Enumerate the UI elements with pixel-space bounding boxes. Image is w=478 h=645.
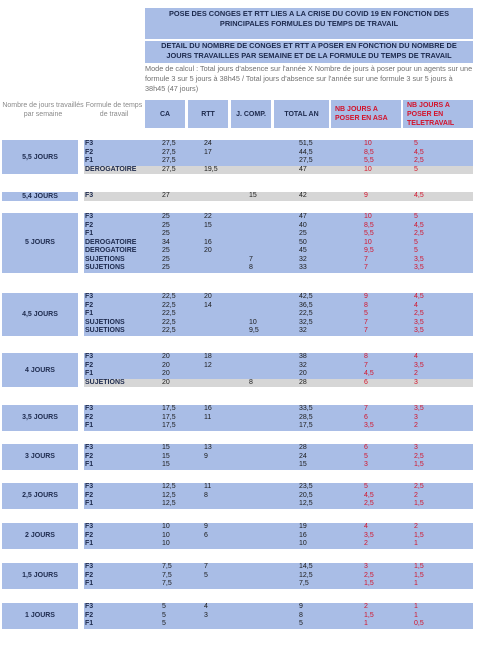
table-row	[84, 580, 473, 589]
cell-teletravail: 4,5	[414, 221, 424, 229]
cell-asa: 3,5	[364, 531, 374, 539]
cell-ca: 17,5	[162, 422, 176, 429]
cell-teletravail: 3,5	[414, 255, 424, 263]
table-row	[84, 540, 473, 549]
cell-total: 44,5	[299, 148, 313, 156]
group-label: 5,5 JOURS	[2, 140, 78, 174]
cell-formula: F1	[85, 310, 94, 317]
cell-asa: 9	[364, 192, 368, 199]
cell-teletravail: 3	[414, 378, 418, 386]
cell-teletravail: 1	[414, 611, 418, 619]
cell-teletravail: 2,5	[414, 230, 424, 237]
cell-ca: 22,5	[162, 301, 176, 309]
table-row	[84, 256, 473, 265]
cell-teletravail: 5	[414, 247, 418, 254]
cell-teletravail: 2,5	[414, 452, 424, 460]
cell-ca: 25	[162, 247, 170, 254]
cell-ca: 25	[162, 221, 170, 229]
cell-total: 19	[299, 523, 307, 530]
cell-ca: 12,5	[162, 491, 176, 499]
header-nb-jours: Nombre de jours travaillés par semaine	[2, 102, 84, 118]
cell-jcomp: 15	[249, 192, 257, 199]
cell-total: 42,5	[299, 293, 313, 300]
cell-formula: F3	[85, 405, 94, 412]
cell-asa: 10	[364, 213, 372, 220]
table-row	[84, 523, 473, 532]
cell-rtt: 16	[204, 238, 212, 246]
cell-ca: 7,5	[162, 580, 172, 587]
cell-teletravail: 3,5	[414, 327, 424, 334]
page-title: POSE DES CONGES ET RTT LIES A LA CRISE DU COVID 19 EN FONCTION DES PRINCIPALES FORMULES DU TEMPS DE TRAVAIL	[145, 8, 473, 39]
table-row	[84, 319, 473, 328]
cell-ca: 17,5	[162, 405, 176, 412]
cell-formula: DEROGATOIRE	[85, 247, 137, 254]
table-row	[84, 353, 473, 362]
group-label: 5 JOURS	[2, 213, 78, 273]
cell-total: 33,5	[299, 405, 313, 412]
table-row	[84, 264, 473, 273]
cell-rtt: 20	[204, 293, 212, 300]
cell-teletravail: 1	[414, 603, 418, 610]
cell-ca: 17,5	[162, 413, 176, 421]
header-teletravail: NB JOURS A POSER EN TELETRAVAIL	[403, 100, 473, 128]
cell-total: 42	[299, 192, 307, 199]
cell-total: 15	[299, 461, 307, 468]
table-row	[84, 405, 473, 414]
cell-asa: 7	[364, 255, 368, 263]
cell-asa: 5,5	[364, 230, 374, 237]
cell-teletravail: 2,5	[414, 483, 424, 490]
cell-total: 32,5	[299, 318, 313, 326]
cell-asa: 9	[364, 293, 368, 300]
table-row	[84, 572, 473, 581]
cell-rtt: 11	[204, 413, 212, 421]
cell-ca: 15	[162, 444, 170, 451]
table-row	[84, 414, 473, 423]
group-label: 1,5 JOURS	[2, 563, 78, 589]
cell-asa: 8	[364, 301, 368, 309]
cell-asa: 4	[364, 523, 368, 530]
table-row	[84, 192, 473, 201]
cell-teletravail: 3	[414, 413, 418, 421]
cell-formula: F3	[85, 213, 94, 220]
cell-total: 8	[299, 611, 303, 619]
header-asa: NB JOURS A POSER EN ASA	[331, 100, 401, 128]
cell-rtt: 7	[204, 563, 208, 570]
cell-asa: 1	[364, 620, 368, 627]
cell-ca: 22,5	[162, 327, 176, 334]
cell-teletravail: 1,5	[414, 500, 424, 507]
cell-teletravail: 4,5	[414, 148, 424, 156]
cell-teletravail: 5	[414, 238, 418, 246]
cell-rtt: 20	[204, 247, 212, 254]
cell-asa: 5	[364, 310, 368, 317]
cell-asa: 10	[364, 140, 372, 147]
cell-teletravail: 3,5	[414, 405, 424, 412]
cell-rtt: 16	[204, 405, 212, 412]
cell-rtt: 3	[204, 611, 208, 619]
group-label: 2,5 JOURS	[2, 483, 78, 509]
cell-rtt: 6	[204, 531, 208, 539]
header-formule: Formule de temps de travail	[85, 102, 143, 118]
cell-teletravail: 5	[414, 165, 418, 173]
cell-ca: 10	[162, 523, 170, 530]
cell-asa: 8	[364, 353, 368, 360]
cell-asa: 5	[364, 452, 368, 460]
cell-total: 20,5	[299, 491, 313, 499]
table-row	[84, 362, 473, 371]
cell-teletravail: 5	[414, 140, 418, 147]
cell-ca: 12,5	[162, 483, 176, 490]
cell-total: 5	[299, 620, 303, 627]
cell-ca: 20	[162, 370, 170, 377]
table-row	[84, 293, 473, 302]
table-row	[84, 461, 473, 470]
cell-asa: 10	[364, 238, 372, 246]
table-row	[84, 603, 473, 612]
cell-formula: SUJETIONS	[85, 264, 125, 271]
cell-formula: F1	[85, 422, 94, 429]
group-label: 1 JOURS	[2, 603, 78, 629]
cell-ca: 10	[162, 540, 170, 547]
cell-formula: F2	[85, 301, 94, 309]
group-label: 2 JOURS	[2, 523, 78, 549]
cell-formula: F2	[85, 361, 94, 369]
cell-asa: 3	[364, 563, 368, 570]
page-subtitle: DETAIL DU NOMBRE DE CONGES ET RTT A POSER EN FONCTION DU NOMBRE DE JOURS TRAVAILLES PAR SEMAINE ET DE LA FORMULE DU TEMPS DE TRAVAIL	[145, 41, 473, 63]
cell-formula: F3	[85, 192, 94, 199]
cell-total: 17,5	[299, 422, 313, 429]
group-label: 3 JOURS	[2, 444, 78, 470]
calculation-note: Mode de calcul : Total jours d'absence sur l'année X Nombre de jours à poser pour un agents sur une formule 3 sur 5 jours à 38h45 / Total jours d'absence sur l'année sur une formule 3 sur 5 jours à 38h45 (47 jours)	[145, 64, 473, 93]
cell-formula: F1	[85, 230, 94, 237]
cell-formula: F3	[85, 523, 94, 530]
cell-total: 22,5	[299, 310, 313, 317]
cell-jcomp: 9,5	[249, 327, 259, 334]
cell-ca: 20	[162, 378, 170, 386]
cell-ca: 22,5	[162, 293, 176, 300]
cell-asa: 7	[364, 405, 368, 412]
cell-asa: 6	[364, 444, 368, 451]
cell-asa: 5,5	[364, 157, 374, 164]
cell-asa: 2,5	[364, 500, 374, 507]
cell-total: 38	[299, 353, 307, 360]
cell-rtt: 5	[204, 571, 208, 579]
cell-asa: 4,5	[364, 370, 374, 377]
table-row	[84, 239, 473, 248]
cell-total: 32	[299, 361, 307, 369]
cell-ca: 27,5	[162, 165, 176, 173]
cell-formula: F1	[85, 500, 94, 507]
cell-asa: 8,5	[364, 148, 374, 156]
header-ca: CA	[145, 100, 185, 128]
header-rtt: RTT	[188, 100, 228, 128]
cell-teletravail: 3,5	[414, 361, 424, 369]
cell-asa: 2	[364, 603, 368, 610]
table-row	[84, 213, 473, 222]
cell-asa: 6	[364, 413, 368, 421]
cell-asa: 7	[364, 318, 368, 326]
cell-teletravail: 2,5	[414, 157, 424, 164]
cell-asa: 3,5	[364, 422, 374, 429]
table-row	[84, 302, 473, 311]
cell-asa: 2,5	[364, 571, 374, 579]
cell-total: 27,5	[299, 157, 313, 164]
header-total: TOTAL AN	[274, 100, 329, 128]
cell-ca: 25	[162, 230, 170, 237]
cell-total: 7,5	[299, 580, 309, 587]
cell-teletravail: 1,5	[414, 531, 424, 539]
cell-ca: 10	[162, 531, 170, 539]
table-row	[84, 532, 473, 541]
cell-total: 45	[299, 247, 307, 254]
table-row	[84, 379, 473, 388]
cell-rtt: 24	[204, 140, 212, 147]
cell-total: 40	[299, 221, 307, 229]
group-label: 5,4 JOURS	[2, 192, 78, 201]
cell-formula: F3	[85, 483, 94, 490]
cell-jcomp: 8	[249, 378, 253, 386]
cell-total: 16	[299, 531, 307, 539]
cell-rtt: 9	[204, 523, 208, 530]
cell-teletravail: 3,5	[414, 264, 424, 271]
group-label: 4 JOURS	[2, 353, 78, 387]
cell-asa: 4,5	[364, 491, 374, 499]
cell-ca: 25	[162, 255, 170, 263]
cell-teletravail: 2	[414, 370, 418, 377]
cell-rtt: 22	[204, 213, 212, 220]
table-row	[84, 500, 473, 509]
cell-teletravail: 0,5	[414, 620, 424, 627]
cell-rtt: 11	[204, 483, 212, 490]
cell-teletravail: 3,5	[414, 318, 424, 326]
cell-ca: 5	[162, 603, 166, 610]
cell-asa: 7	[364, 327, 368, 334]
cell-rtt: 13	[204, 444, 212, 451]
cell-teletravail: 1,5	[414, 571, 424, 579]
cell-jcomp: 8	[249, 264, 253, 271]
cell-ca: 27,5	[162, 140, 176, 147]
cell-rtt: 17	[204, 148, 212, 156]
cell-ca: 15	[162, 461, 170, 468]
cell-formula: SUJETIONS	[85, 378, 125, 386]
cell-asa: 1,5	[364, 580, 374, 587]
cell-ca: 15	[162, 452, 170, 460]
cell-ca: 22,5	[162, 310, 176, 317]
cell-ca: 5	[162, 620, 166, 627]
cell-ca: 25	[162, 213, 170, 220]
cell-teletravail: 1,5	[414, 461, 424, 468]
cell-asa: 5	[364, 483, 368, 490]
cell-ca: 27,5	[162, 157, 176, 164]
cell-total: 20	[299, 370, 307, 377]
cell-formula: F2	[85, 221, 94, 229]
cell-teletravail: 2,5	[414, 310, 424, 317]
cell-formula: DEROGATOIRE	[85, 238, 137, 246]
table-row	[84, 370, 473, 379]
cell-total: 50	[299, 238, 307, 246]
table-row	[84, 157, 473, 166]
cell-formula: F3	[85, 140, 94, 147]
cell-ca: 20	[162, 361, 170, 369]
cell-total: 28	[299, 444, 307, 451]
cell-rtt: 8	[204, 491, 208, 499]
cell-total: 23,5	[299, 483, 313, 490]
cell-ca: 22,5	[162, 318, 176, 326]
cell-formula: F1	[85, 461, 94, 468]
cell-total: 28	[299, 378, 307, 386]
table-row	[84, 483, 473, 492]
table-row	[84, 310, 473, 319]
cell-asa: 7	[364, 264, 368, 271]
cell-total: 47	[299, 165, 307, 173]
table-row	[84, 247, 473, 256]
cell-ca: 5	[162, 611, 166, 619]
cell-ca: 25	[162, 264, 170, 271]
cell-ca: 27,5	[162, 148, 176, 156]
cell-total: 9	[299, 603, 303, 610]
cell-asa: 2	[364, 540, 368, 547]
cell-jcomp: 10	[249, 318, 257, 326]
cell-total: 36,5	[299, 301, 313, 309]
cell-total: 47	[299, 213, 307, 220]
cell-total: 24	[299, 452, 307, 460]
cell-rtt: 9	[204, 452, 208, 460]
cell-rtt: 4	[204, 603, 208, 610]
table-row	[84, 422, 473, 431]
table-row	[84, 230, 473, 239]
cell-total: 32	[299, 255, 307, 263]
cell-formula: F3	[85, 444, 94, 451]
cell-formula: F3	[85, 563, 94, 570]
cell-rtt: 19,5	[204, 165, 218, 173]
group-label: 4,5 JOURS	[2, 293, 78, 336]
cell-ca: 12,5	[162, 500, 176, 507]
cell-rtt: 14	[204, 301, 212, 309]
table-row	[84, 620, 473, 629]
cell-ca: 7,5	[162, 563, 172, 570]
group-label: 3,5 JOURS	[2, 405, 78, 431]
table-row	[84, 563, 473, 572]
cell-formula: F1	[85, 580, 94, 587]
cell-formula: F2	[85, 531, 94, 539]
cell-ca: 27	[162, 192, 170, 199]
cell-total: 51,5	[299, 140, 313, 147]
cell-asa: 6	[364, 378, 368, 386]
cell-teletravail: 3	[414, 444, 418, 451]
cell-teletravail: 1,5	[414, 563, 424, 570]
cell-total: 25	[299, 230, 307, 237]
cell-formula: F2	[85, 148, 94, 156]
cell-formula: DEROGATOIRE	[85, 165, 137, 173]
cell-asa: 1,5	[364, 611, 374, 619]
cell-formula: F1	[85, 540, 94, 547]
cell-teletravail: 4,5	[414, 293, 424, 300]
table-row	[84, 453, 473, 462]
cell-rtt: 12	[204, 361, 212, 369]
cell-total: 10	[299, 540, 307, 547]
cell-formula: F3	[85, 603, 94, 610]
cell-formula: F3	[85, 353, 94, 360]
cell-formula: SUJETIONS	[85, 327, 125, 334]
cell-asa: 9,5	[364, 247, 374, 254]
cell-teletravail: 2	[414, 523, 418, 530]
table-row	[84, 149, 473, 158]
table-row	[84, 140, 473, 149]
cell-formula: SUJETIONS	[85, 255, 125, 263]
cell-rtt: 15	[204, 221, 212, 229]
cell-total: 14,5	[299, 563, 313, 570]
table-row	[84, 492, 473, 501]
cell-asa: 8,5	[364, 221, 374, 229]
cell-formula: F1	[85, 620, 94, 627]
cell-formula: SUJETIONS	[85, 318, 125, 326]
cell-formula: F2	[85, 611, 94, 619]
cell-ca: 20	[162, 353, 170, 360]
cell-total: 12,5	[299, 571, 313, 579]
cell-teletravail: 1	[414, 540, 418, 547]
cell-asa: 7	[364, 361, 368, 369]
cell-teletravail: 4	[414, 301, 418, 309]
cell-teletravail: 1	[414, 580, 418, 587]
table-row	[84, 166, 473, 175]
table-row	[84, 444, 473, 453]
cell-formula: F2	[85, 571, 94, 579]
cell-formula: F2	[85, 491, 94, 499]
cell-ca: 7,5	[162, 571, 172, 579]
cell-teletravail: 2	[414, 491, 418, 499]
table-row	[84, 612, 473, 621]
cell-total: 28,5	[299, 413, 313, 421]
table-row	[84, 327, 473, 336]
cell-formula: F2	[85, 413, 94, 421]
cell-asa: 10	[364, 165, 372, 173]
cell-formula: F2	[85, 452, 94, 460]
cell-asa: 3	[364, 461, 368, 468]
cell-formula: F1	[85, 370, 94, 377]
cell-total: 12,5	[299, 500, 313, 507]
table-row	[84, 222, 473, 231]
cell-total: 33	[299, 264, 307, 271]
cell-formula: F1	[85, 157, 94, 164]
cell-teletravail: 4,5	[414, 192, 424, 199]
cell-ca: 34	[162, 238, 170, 246]
cell-jcomp: 7	[249, 255, 253, 263]
cell-formula: F3	[85, 293, 94, 300]
cell-teletravail: 4	[414, 353, 418, 360]
cell-rtt: 18	[204, 353, 212, 360]
cell-teletravail: 5	[414, 213, 418, 220]
cell-total: 32	[299, 327, 307, 334]
header-jcomp: J. COMP.	[231, 100, 271, 128]
cell-teletravail: 2	[414, 422, 418, 429]
